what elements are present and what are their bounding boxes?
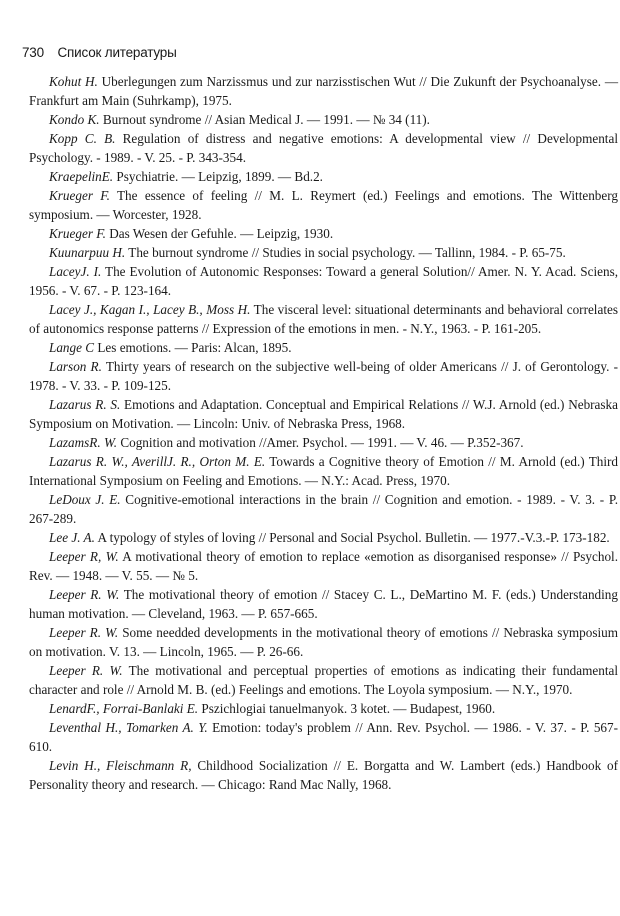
reference-text: Das Wesen der Gefuhle. — Leipzig, 1930. (109, 226, 334, 241)
reference-text: Les emotions. — Paris: Alcan, 1895. (97, 340, 292, 355)
reference-author: Lange C (49, 340, 95, 355)
reference-text: A typology of styles of loving // Personal and Social Psychol. Bulletin. — 1977.-V.3.-P. 173-182. (97, 530, 610, 545)
reference-author: Leeper R. W. (49, 625, 119, 640)
reference-text: The essence of feeling // M. L. Reymert (ed.) Feelings and emotions. The Wittenberg symposium. — Worcester, 1928. (29, 188, 619, 222)
reference-author: Lee J. A. (49, 530, 95, 545)
reference-author: Leventhal H., Tomarken A. Y. (49, 720, 208, 735)
reference-entry (29, 699, 618, 718)
reference-text: Pszichlogiai tanuelmanyok. 3 kotet. — Budapest, 1960. (201, 701, 496, 716)
reference-entry (29, 452, 618, 490)
reference-text: The burnout syndrome // Studies in social psychology. — Tallinn, 1984. - P. 65-75. (128, 245, 566, 260)
reference-entry (29, 528, 618, 547)
reference-text: The visceral level: situational determinants and behavioral correlates of autonomics response patterns // Expression of the emotions in men. - N.Y., 1963. - P. 161-205. (29, 302, 618, 336)
reference-author: LenardF., Forrai-Banlaki E. (49, 701, 199, 716)
page-number: 730 (22, 45, 44, 60)
reference-entry (29, 433, 618, 452)
reference-entry (29, 110, 618, 129)
reference-entry (29, 224, 618, 243)
reference-entry (29, 357, 618, 395)
reference-entry (29, 300, 618, 338)
reference-entry (29, 72, 618, 110)
reference-text: Regulation of distress and negative emotions: A developmental view // Developmental Psychology. - 1989. - V. 25. - P. 343-354. (29, 131, 618, 165)
reference-text: Emotion: today's problem // Ann. Rev. Psychol. — 1986. - V. 37. - P. 567-610. (29, 720, 618, 754)
reference-text: Cognition and motivation //Amer. Psychol. — 1991. — V. 46. — P.352-367. (120, 435, 524, 450)
reference-author: Kuunarpuu H. (49, 245, 126, 260)
reference-author: Larson R. (49, 359, 102, 374)
reference-entry (29, 167, 618, 186)
reference-entry (29, 718, 618, 756)
reference-author: LaceyJ. I. (49, 264, 102, 279)
running-header (22, 45, 177, 60)
reference-text: The motivational and perceptual properties of emotions as indicating their fundamental character and role // Arnold M. B. (ed.) Feelings and emotions. The Loyola symposium. — N.Y., 1970. (29, 663, 619, 697)
reference-entry (29, 338, 618, 357)
reference-author: Leeper R, W. (49, 549, 119, 564)
reference-text: Uberlegungen zum Narzissmus und zur narzisstischen Wut // Die Zukunft der Psychoanalyse. — Frankfurt am Main (Suhrkamp), 1975. (29, 74, 619, 108)
reference-entry (29, 547, 618, 585)
reference-text: The Evolution of Autonomic Responses: Toward a general Solution// Amer. N. Y. Acad. Sciens, 1956. - V. 67. - P. 123-164. (29, 264, 618, 298)
reference-entry (29, 395, 618, 433)
reference-text: Burnout syndrome // Asian Medical J. — 1991. — № 34 (11). (102, 112, 430, 127)
reference-list (29, 72, 618, 794)
reference-text: Emotions and Adaptation. Conceptual and Empirical Relations // W.J. Arnold (ed.) Nebraska Symposium on Motivation. — Lincoln: Univ. of Nebraska Press, 1968. (29, 397, 618, 431)
reference-entry (29, 262, 618, 300)
reference-author: Lazarus R. S. (49, 397, 121, 412)
reference-text: Some needded developments in the motivational theory of emotions // Nebraska symposium on motivation. V. 13. — Lincoln, 1965. — P. 26-66. (29, 625, 619, 659)
reference-author: Leeper R. W. (49, 587, 120, 602)
reference-entry (29, 585, 618, 623)
reference-author: LeDoux J. E. (49, 492, 121, 507)
reference-entry (29, 186, 618, 224)
reference-author: Krueger F. (49, 188, 110, 203)
reference-author: Lazarus R. W., AverillJ. R., Orton M. E. (49, 454, 266, 469)
reference-text: Thirty years of research on the subjective well-being of older Americans // J. of Gerontology. - 1978. - V. 33. - P. 109-125. (29, 359, 618, 393)
reference-text: Psychiatrie. — Leipzig, 1899. — Bd.2. (116, 169, 323, 184)
reference-author: Lacey J., Kagan I., Lacey B., Moss H. (49, 302, 251, 317)
reference-entry (29, 661, 618, 699)
reference-entry (29, 623, 618, 661)
reference-text: Cognitive-emotional interactions in the brain // Cognition and emotion. - 1989. - V. 3. - P. 267-289. (29, 492, 618, 526)
reference-author: Kondo K. (49, 112, 100, 127)
reference-author: Leeper R. W. (49, 663, 123, 678)
reference-entry (29, 490, 618, 528)
reference-text: The motivational theory of emotion // Stacey C. L., DeMartino M. F. (eds.) Understanding human motivation. — Cleveland, 1963. — P. 657-665. (29, 587, 618, 621)
reference-author: Kohut H. (49, 74, 98, 89)
reference-author: Levin H., Fleischmann R, (49, 758, 192, 773)
reference-author: Kopp C. B. (49, 131, 116, 146)
reference-author: KraepelinE. (49, 169, 114, 184)
reference-author: LazamsR. W. (49, 435, 118, 450)
reference-entry (29, 129, 618, 167)
reference-text: Towards a Cognitive theory of Emotion // M. Arnold (ed.) Third International Symposium on Feeling and Emotions. — N.Y.: Acad. Press, 1970. (29, 454, 618, 488)
reference-text: Childhood Socialization // E. Borgatta and W. Lambert (eds.) Handbook of Personality theory and research. — Chicago: Rand Mac Nally, 1968. (29, 758, 619, 792)
reference-entry (29, 243, 618, 262)
reference-author: Krueger F. (49, 226, 106, 241)
reference-entry (29, 756, 618, 794)
section-title: Список литературы (57, 45, 177, 60)
reference-text: A motivational theory of emotion to replace «emotion as disorganised response» // Psychol. Rev. — 1948. — V. 55. — № 5. (29, 549, 619, 583)
